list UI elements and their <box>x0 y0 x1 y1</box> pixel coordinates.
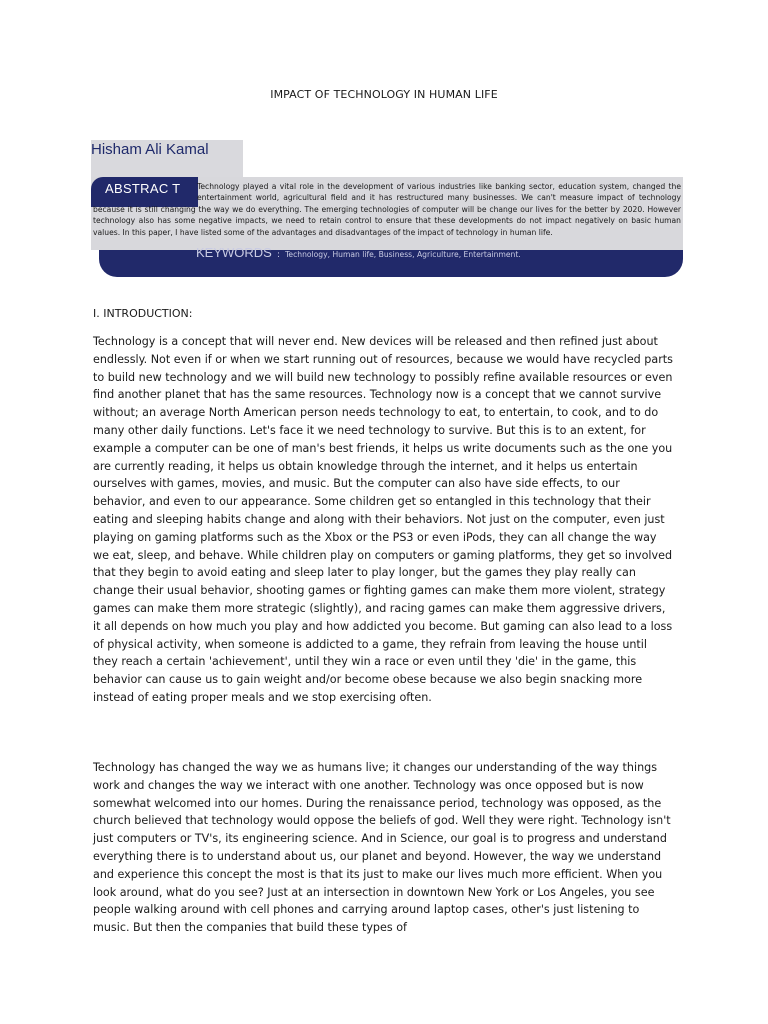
body-paragraph: Technology has changed the way we as humans live; it changes our understanding of the way things work and changes the way we interact with one another. Technology was once opposed but is now somewhat welcomed into our homes. During the renaissance period, technology was opposed, as the church believed that technology would oppose the beliefs of god. Well they were right. Technology isn't just computers or TV's, its engineering science. And in Science, our goal is to progress and understand everything there is to understand about us, our planet and beyond. However, the way we understand and experience this concept the most is that its just to make our lives much more efficient. When you look around, what do you see? Just at an intersection in downtown New York or Los Angeles, you see people walking around with cell phones and carrying around laptop cases, other's just listening to music. But then the companies that build these types of <box>93 761 671 935</box>
abstract-label: ABSTRAC T <box>105 181 181 196</box>
author-name: Hisham Ali Kamal <box>91 141 209 158</box>
abstract-text: Technology played a vital role in the development of various industries like banking sector, education system, changed the entertainment world, agricultural field and it has restructured many businesses. We can't measure impact of technology because it is still changing the way we do everything. The emerging technologies of computer will be change our lives for the better by 2020. However technology also has some negative impacts, we need to retain control to ensure that these developments do not impact negatively on basic human values. In this paper, I have listed some of the advantages and disadvantages of the impact of technology in human life. <box>93 182 681 237</box>
section-heading: I. INTRODUCTION: <box>93 307 193 320</box>
abstract-block <box>93 181 681 238</box>
keywords-line <box>196 242 521 261</box>
keywords-label: KEYWORDS <box>196 245 272 260</box>
keywords-separator: : <box>276 250 280 260</box>
keywords-text: Technology, Human life, Business, Agriculture, Entertainment. <box>285 250 521 259</box>
paper-title: IMPACT OF TECHNOLOGY IN HUMAN LIFE <box>270 88 498 101</box>
body-paragraph: Technology is a concept that will never end. New devices will be released and then refined just about endlessly. Not even if or when we start running out of resources, because we would have recycled parts to build new technology and we will build new technology to possibly refine available resources or even find another planet that has the same resources. Technology now is a concept that we cannot survive without; an average North American person needs technology to eat, to entertain, to cook, and to do many other daily functions. Let's face it we need technology to survive. But this is to an extent, for example a computer can be one of man's best friends, it helps us write documents such as the one you are currently reading, it helps us obtain knowledge through the internet, and it helps us entertain ourselves with games, movies, and music. But the computer can also have side effects, to our behavior, and even to our appearance. Some children get so entangled in this technology that their eating and sleeping habits change and along with their behaviors. Not just on the computer, even just playing on gaming platforms such as the Xbox or the PS3 or even iPods, they can all change the way we eat, sleep, and behave. While children play on computers or gaming platforms, they get so involved that they begin to avoid eating and sleep later to play longer, but the games they play really can change their usual behavior, shooting games or fighting games can make them more violent, strategy games can make them more strategic (slightly), and racing games can make them aggressive drivers, it all depends on how much you play and how addicted you become. But gaming can also lead to a loss of physical activity, when someone is addicted to a game, they refrain from leaving the house until they reach a certain 'achievement', until they win a race or even until they 'die' in the game, this behavior can cause us to gain weight and/or become obese because we also begin snacking more instead of eating proper meals and we stop exercising often. <box>93 335 673 704</box>
abstract-label-spacer <box>93 181 197 203</box>
